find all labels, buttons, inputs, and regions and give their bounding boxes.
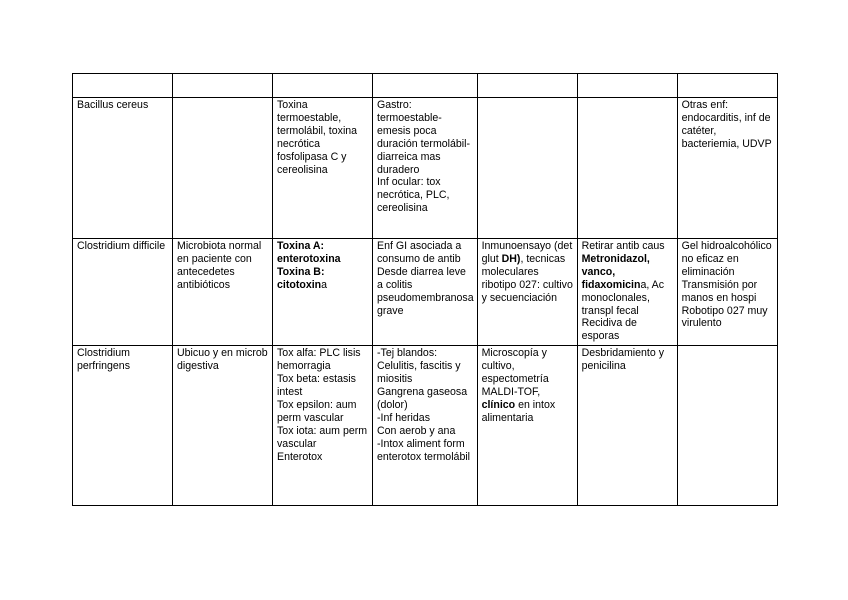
- cell-text: Desbridamiento y penicilina: [581, 347, 665, 373]
- cell-line: [582, 347, 674, 373]
- table-cell: [73, 346, 173, 506]
- cell-text: Transmisión por manos en hospi: [681, 278, 758, 304]
- cell-line: [482, 347, 574, 424]
- cell-text: -Intox aliment form enterotox termolábil: [377, 437, 471, 463]
- table-cell: [73, 74, 173, 98]
- table-cell: [173, 98, 273, 239]
- cell-line: [682, 99, 774, 151]
- cell-text: Clostridium perfringens: [77, 347, 130, 373]
- cell-line: [277, 266, 369, 292]
- cell-text: Bacillus cereus: [77, 99, 149, 111]
- bold-text: Toxina A: enterotoxina: [277, 240, 341, 265]
- table-cell: [173, 346, 273, 506]
- table-cell: [477, 239, 577, 346]
- cell-line: [377, 176, 474, 215]
- cell-text: Toxina termoestable, termolábil, toxina necrótica fosfolipasa C y cereolisina: [277, 99, 358, 176]
- cell-text: -Inf heridas: [377, 411, 430, 424]
- table-cell: [173, 74, 273, 98]
- table-cell: [677, 239, 777, 346]
- cell-line: [77, 99, 169, 112]
- cell-text: Desde diarrea leve a colitis pseudomembranosa grave: [377, 265, 474, 317]
- table-cell: [373, 98, 478, 239]
- cell-line: [277, 99, 369, 176]
- cell-text: Robotipo 027 muy virulento: [681, 304, 768, 330]
- cell-line: [377, 240, 474, 266]
- cell-text: Tox beta: estasis intest: [277, 373, 356, 398]
- cell-line: [582, 317, 674, 343]
- cell-text: Enterotox: [277, 450, 323, 463]
- cell-text: Gel hidroalcohólico no eficaz en eliminación: [681, 240, 772, 278]
- cell-text: Gangrena gaseosa (dolor): [377, 385, 468, 411]
- table-cell: [273, 239, 373, 346]
- table-cell: [273, 346, 373, 506]
- cell-text: Retirar antib caus: [581, 240, 665, 252]
- cell-text: Inmunoensayo (det glut: [481, 240, 573, 265]
- cell-line: [277, 240, 369, 266]
- cell-text: , tecnicas moleculares ribotipo 027: cultivo y secuenciación: [481, 252, 573, 304]
- cell-text: Con aerob y ana: [377, 424, 456, 437]
- cell-text: a, Ac monoclonales, transpl fecal: [581, 278, 665, 317]
- table-row-clostridium-difficile: [73, 239, 778, 346]
- cell-text: Enf GI asociada a consumo de antib: [377, 240, 462, 265]
- cell-line: [482, 240, 574, 305]
- cell-line: [377, 266, 474, 318]
- cell-text: Ubicuo y en microb digestiva: [177, 347, 268, 373]
- cell-line: [177, 240, 269, 292]
- table-cell: [477, 98, 577, 239]
- cell-line: [277, 425, 369, 451]
- table-cell: [373, 346, 478, 506]
- table-cell: [273, 74, 373, 98]
- table-cell: [577, 74, 677, 98]
- cell-line: [377, 425, 474, 438]
- table-cell: [373, 74, 478, 98]
- cell-text: Gastro: termoestable- emesis poca duración termolábil- diarreica mas duradero: [377, 99, 471, 176]
- cell-line: [682, 305, 774, 331]
- cell-line: [277, 451, 369, 464]
- cell-text: Inf ocular: tox necrótica, PLC, cereolisina: [377, 176, 450, 215]
- bold-text: clínico: [481, 398, 516, 411]
- cell-text: en intox alimentaria: [481, 398, 556, 424]
- cell-line: [582, 240, 674, 317]
- bold-text: Toxina B: citotoxin: [277, 265, 325, 291]
- cell-line: [77, 240, 169, 253]
- table-row-header: [73, 74, 778, 98]
- cell-text: Otras enf: endocarditis, inf de catéter, bacteriemia, UDVP: [681, 99, 772, 150]
- cell-line: [377, 438, 474, 464]
- cell-line: [377, 347, 474, 386]
- cell-line: [177, 347, 269, 373]
- cell-line: [277, 373, 369, 399]
- cell-line: [277, 399, 369, 425]
- table-cell: [577, 346, 677, 506]
- cell-line: [377, 99, 474, 176]
- cell-text: Tox epsilon: aum perm vascular: [277, 398, 357, 424]
- cell-line: [682, 240, 774, 279]
- cell-line: [277, 347, 369, 373]
- table-cell: [73, 239, 173, 346]
- cell-text: Clostridium difficile: [77, 240, 166, 252]
- table-cell: [677, 98, 777, 239]
- data-table: [72, 73, 778, 506]
- table-cell: [477, 74, 577, 98]
- bold-text: Metronidazol, vanco, fidaxomicin: [581, 252, 650, 291]
- cell-line: [377, 412, 474, 425]
- cell-text: Tox alfa: PLC lisis hemorragia: [277, 347, 361, 373]
- table-cell: [677, 74, 777, 98]
- table-row-bacillus-cereus: [73, 98, 778, 239]
- table-cell: [73, 98, 173, 239]
- cell-text: Recidiva de esporas: [581, 317, 637, 343]
- bold-text: DH): [501, 252, 521, 265]
- cell-text: Microbiota normal en paciente con antecedetes antibióticos: [177, 240, 262, 291]
- table-cell: [477, 346, 577, 506]
- table-cell: [173, 239, 273, 346]
- table-cell: [577, 98, 677, 239]
- table-cell: [677, 346, 777, 506]
- cell-text: -Tej blandos: Celulitis, fascitis y miositis: [377, 347, 461, 386]
- cell-line: [682, 279, 774, 305]
- cell-text: Microscopía y cultivo, espectometría MALDI-TOF,: [481, 347, 549, 398]
- cell-text: a: [321, 278, 328, 291]
- cell-text: Tox iota: aum perm vascular: [277, 424, 368, 450]
- table-cell: [577, 239, 677, 346]
- table-body: [73, 74, 778, 506]
- table-cell: [373, 239, 478, 346]
- cell-line: [77, 347, 169, 373]
- table-cell: [273, 98, 373, 239]
- cell-line: [377, 386, 474, 412]
- table-row-clostridium-perfringens: [73, 346, 778, 506]
